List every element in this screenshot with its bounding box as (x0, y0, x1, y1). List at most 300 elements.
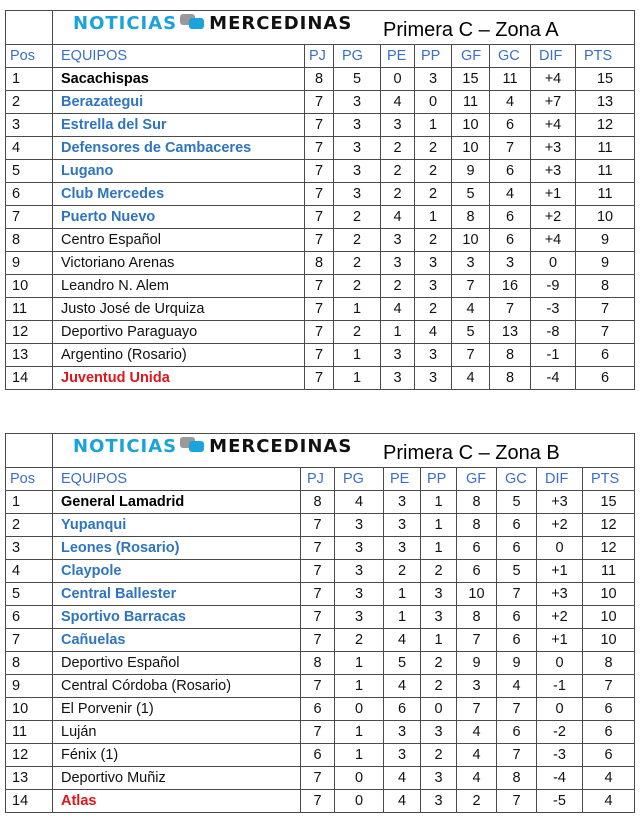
pe-cell: 4 (381, 206, 415, 229)
gf-cell: 9 (457, 652, 497, 675)
gf-cell: 7 (457, 629, 497, 652)
position-cell: 5 (6, 160, 53, 183)
col-header-dif: DIF (531, 45, 576, 68)
pe-cell: 3 (381, 367, 415, 390)
pp-cell: 3 (421, 583, 457, 606)
position-cell: 14 (6, 367, 53, 390)
table-row (6, 767, 635, 790)
chat-bubbles-icon (180, 14, 206, 30)
pts-cell: 8 (576, 275, 635, 298)
table-row (6, 491, 635, 514)
table-row (6, 629, 635, 652)
pe-cell: 3 (381, 252, 415, 275)
title-cell (53, 11, 635, 45)
header-row (6, 468, 635, 491)
dif-cell: +4 (531, 114, 576, 137)
gc-cell: 8 (490, 344, 531, 367)
pp-cell: 1 (415, 114, 452, 137)
dif-cell: -1 (537, 675, 583, 698)
pj-cell: 8 (301, 491, 335, 514)
dif-cell: 0 (537, 537, 583, 560)
gf-cell: 11 (452, 91, 490, 114)
gf-cell: 6 (457, 560, 497, 583)
pp-cell: 3 (415, 252, 452, 275)
dif-cell: 0 (537, 698, 583, 721)
gc-cell: 8 (490, 367, 531, 390)
team-name-cell: Berazategui (53, 91, 305, 114)
dif-cell: +2 (537, 606, 583, 629)
pg-cell: 2 (334, 252, 381, 275)
pts-cell: 6 (583, 744, 635, 767)
pe-cell: 4 (381, 298, 415, 321)
gc-cell: 6 (490, 229, 531, 252)
pe-cell: 2 (384, 560, 421, 583)
pe-cell: 2 (381, 275, 415, 298)
gc-cell: 5 (497, 491, 537, 514)
pe-cell: 3 (384, 537, 421, 560)
pts-cell: 10 (583, 583, 635, 606)
team-name-cell: Central Córdoba (Rosario) (53, 675, 301, 698)
pj-cell: 7 (305, 91, 334, 114)
pg-cell: 3 (335, 606, 384, 629)
col-header-pg: PG (335, 468, 384, 491)
gf-cell: 4 (457, 767, 497, 790)
pts-cell: 10 (576, 206, 635, 229)
position-cell: 6 (6, 183, 53, 206)
gf-cell: 3 (452, 252, 490, 275)
pp-cell: 0 (421, 698, 457, 721)
pp-cell: 4 (415, 321, 452, 344)
col-header-pe: PE (384, 468, 421, 491)
gf-cell: 10 (452, 229, 490, 252)
gc-cell: 7 (497, 744, 537, 767)
position-cell: 13 (6, 344, 53, 367)
gf-cell: 5 (452, 321, 490, 344)
pts-cell: 6 (583, 721, 635, 744)
gc-cell: 7 (497, 583, 537, 606)
pe-cell: 3 (384, 491, 421, 514)
pj-cell: 7 (305, 344, 334, 367)
pg-cell: 3 (334, 160, 381, 183)
team-name-cell: Justo José de Urquiza (53, 298, 305, 321)
pts-cell: 15 (583, 491, 635, 514)
col-header-pe: PE (381, 45, 415, 68)
pts-cell: 9 (576, 229, 635, 252)
table-row (6, 91, 635, 114)
dif-cell: 0 (537, 652, 583, 675)
pts-cell: 11 (576, 160, 635, 183)
pj-cell: 8 (301, 652, 335, 675)
team-name-cell: General Lamadrid (53, 491, 301, 514)
pts-cell: 9 (576, 252, 635, 275)
gf-cell: 10 (457, 583, 497, 606)
gc-cell: 4 (490, 91, 531, 114)
pg-cell: 2 (334, 321, 381, 344)
col-header-equipos: EQUIPOS (53, 45, 305, 68)
pj-cell: 8 (305, 68, 334, 91)
gc-cell: 6 (490, 160, 531, 183)
pj-cell: 7 (301, 583, 335, 606)
pp-cell: 2 (421, 560, 457, 583)
table-row (6, 298, 635, 321)
pp-cell: 2 (415, 137, 452, 160)
pg-cell: 3 (335, 514, 384, 537)
pg-cell: 4 (335, 491, 384, 514)
gf-cell: 8 (452, 206, 490, 229)
pp-cell: 3 (415, 275, 452, 298)
blank-cell (6, 434, 53, 468)
col-header-equipos: EQUIPOS (53, 468, 301, 491)
pp-cell: 2 (415, 160, 452, 183)
pe-cell: 6 (384, 698, 421, 721)
pg-cell: 3 (334, 183, 381, 206)
pg-cell: 2 (334, 206, 381, 229)
table-row (6, 344, 635, 367)
pp-cell: 2 (421, 675, 457, 698)
pj-cell: 7 (305, 206, 334, 229)
pe-cell: 0 (381, 68, 415, 91)
team-name-cell: Sacachispas (53, 68, 305, 91)
gc-cell: 6 (497, 606, 537, 629)
table-row (6, 583, 635, 606)
gf-cell: 2 (457, 790, 497, 813)
col-header-pts: PTS (576, 45, 635, 68)
zone-title: Primera C – Zona B (383, 442, 560, 464)
team-name-cell: Sportivo Barracas (53, 606, 301, 629)
pe-cell: 3 (384, 514, 421, 537)
pj-cell: 7 (305, 114, 334, 137)
table-row (6, 68, 635, 91)
team-name-cell: Juventud Unida (53, 367, 305, 390)
title-row (6, 11, 635, 45)
pj-cell: 7 (301, 560, 335, 583)
position-cell: 11 (6, 721, 53, 744)
position-cell: 1 (6, 68, 53, 91)
table-row (6, 744, 635, 767)
table-row (6, 790, 635, 813)
dif-cell: -2 (537, 721, 583, 744)
pp-cell: 2 (415, 229, 452, 252)
pj-cell: 8 (305, 252, 334, 275)
dif-cell: +3 (531, 137, 576, 160)
position-cell: 14 (6, 790, 53, 813)
pp-cell: 3 (421, 606, 457, 629)
dif-cell: +2 (531, 206, 576, 229)
header-row (6, 45, 635, 68)
pj-cell: 6 (301, 698, 335, 721)
brand-logo (73, 436, 352, 457)
pg-cell: 3 (335, 583, 384, 606)
position-cell: 9 (6, 675, 53, 698)
position-cell: 7 (6, 629, 53, 652)
gf-cell: 7 (452, 275, 490, 298)
title-row (6, 434, 635, 468)
gc-cell: 4 (497, 675, 537, 698)
gf-cell: 15 (452, 68, 490, 91)
team-name-cell: Deportivo Español (53, 652, 301, 675)
brand-word-noticias: NOTICIAS (73, 13, 178, 34)
position-cell: 10 (6, 698, 53, 721)
dif-cell: +3 (531, 160, 576, 183)
pp-cell: 2 (421, 652, 457, 675)
pp-cell: 1 (421, 537, 457, 560)
standings-table-zona-b (5, 433, 635, 813)
pts-cell: 11 (583, 560, 635, 583)
table-row (6, 721, 635, 744)
table-row (6, 560, 635, 583)
table-row (6, 206, 635, 229)
chat-bubbles-icon (180, 437, 206, 453)
gc-cell: 9 (497, 652, 537, 675)
gf-cell: 8 (457, 491, 497, 514)
gc-cell: 3 (490, 252, 531, 275)
pe-cell: 4 (384, 790, 421, 813)
team-name-cell: El Porvenir (1) (53, 698, 301, 721)
gc-cell: 7 (490, 137, 531, 160)
team-name-cell: Centro Español (53, 229, 305, 252)
pj-cell: 7 (301, 721, 335, 744)
dif-cell: +2 (537, 514, 583, 537)
dif-cell: +1 (531, 183, 576, 206)
gf-cell: 7 (457, 698, 497, 721)
brand-word-mercedinas: MERCEDINAS (209, 436, 353, 457)
table-row (6, 229, 635, 252)
position-cell: 12 (6, 744, 53, 767)
dif-cell: -3 (531, 298, 576, 321)
brand-logo (73, 13, 352, 34)
pe-cell: 5 (384, 652, 421, 675)
pts-cell: 4 (583, 790, 635, 813)
pts-cell: 10 (583, 629, 635, 652)
dif-cell: 0 (531, 252, 576, 275)
pts-cell: 4 (583, 767, 635, 790)
pj-cell: 7 (305, 275, 334, 298)
col-header-pj: PJ (301, 468, 335, 491)
pj-cell: 7 (305, 137, 334, 160)
position-cell: 8 (6, 652, 53, 675)
position-cell: 12 (6, 321, 53, 344)
col-header-pts: PTS (583, 468, 635, 491)
pts-cell: 12 (583, 514, 635, 537)
gf-cell: 4 (452, 298, 490, 321)
pts-cell: 13 (576, 91, 635, 114)
pg-cell: 0 (335, 698, 384, 721)
pp-cell: 2 (415, 298, 452, 321)
pts-cell: 6 (576, 367, 635, 390)
pts-cell: 11 (576, 137, 635, 160)
pp-cell: 1 (421, 514, 457, 537)
dif-cell: +4 (531, 229, 576, 252)
col-header-gf: GF (452, 45, 490, 68)
pj-cell: 7 (301, 790, 335, 813)
gc-cell: 6 (490, 114, 531, 137)
pg-cell: 5 (334, 68, 381, 91)
table-row (6, 183, 635, 206)
pg-cell: 1 (334, 344, 381, 367)
pj-cell: 7 (305, 367, 334, 390)
pp-cell: 3 (421, 721, 457, 744)
col-header-pg: PG (334, 45, 381, 68)
position-cell: 1 (6, 491, 53, 514)
pp-cell: 2 (415, 183, 452, 206)
pj-cell: 7 (301, 675, 335, 698)
table-row (6, 160, 635, 183)
gf-cell: 4 (457, 744, 497, 767)
pe-cell: 4 (384, 767, 421, 790)
blank-cell (6, 11, 53, 45)
pj-cell: 7 (301, 629, 335, 652)
team-name-cell: Puerto Nuevo (53, 206, 305, 229)
team-name-cell: Club Mercedes (53, 183, 305, 206)
position-cell: 11 (6, 298, 53, 321)
pts-cell: 7 (576, 298, 635, 321)
gc-cell: 7 (497, 698, 537, 721)
table-row (6, 514, 635, 537)
gc-cell: 4 (490, 183, 531, 206)
team-name-cell: Central Ballester (53, 583, 301, 606)
position-cell: 3 (6, 114, 53, 137)
team-name-cell: Deportivo Muñiz (53, 767, 301, 790)
pe-cell: 4 (381, 91, 415, 114)
table-row (6, 367, 635, 390)
gc-cell: 6 (490, 206, 531, 229)
gc-cell: 5 (497, 560, 537, 583)
pj-cell: 7 (301, 606, 335, 629)
gc-cell: 6 (497, 721, 537, 744)
gc-cell: 8 (497, 767, 537, 790)
zone-title: Primera C – Zona A (383, 19, 559, 41)
pp-cell: 0 (415, 91, 452, 114)
position-cell: 5 (6, 583, 53, 606)
pe-cell: 2 (381, 160, 415, 183)
pts-cell: 12 (583, 537, 635, 560)
pp-cell: 3 (415, 344, 452, 367)
dif-cell: -8 (531, 321, 576, 344)
pg-cell: 1 (334, 367, 381, 390)
gc-cell: 6 (497, 514, 537, 537)
pe-cell: 3 (381, 344, 415, 367)
pp-cell: 2 (421, 744, 457, 767)
dif-cell: -1 (531, 344, 576, 367)
table-row (6, 606, 635, 629)
pts-cell: 6 (583, 698, 635, 721)
gf-cell: 10 (452, 137, 490, 160)
gf-cell: 3 (457, 675, 497, 698)
pj-cell: 7 (305, 298, 334, 321)
dif-cell: +3 (537, 583, 583, 606)
pg-cell: 1 (334, 298, 381, 321)
pg-cell: 0 (335, 767, 384, 790)
pts-cell: 6 (576, 344, 635, 367)
gf-cell: 10 (452, 114, 490, 137)
pe-cell: 3 (381, 229, 415, 252)
pp-cell: 1 (421, 491, 457, 514)
table-row (6, 137, 635, 160)
team-name-cell: Leandro N. Alem (53, 275, 305, 298)
col-header-pos: Pos (6, 468, 53, 491)
gf-cell: 6 (457, 537, 497, 560)
pg-cell: 0 (335, 790, 384, 813)
position-cell: 13 (6, 767, 53, 790)
pg-cell: 3 (334, 114, 381, 137)
pg-cell: 1 (335, 675, 384, 698)
gc-cell: 13 (490, 321, 531, 344)
team-name-cell: Argentino (Rosario) (53, 344, 305, 367)
pg-cell: 3 (334, 91, 381, 114)
dif-cell: +7 (531, 91, 576, 114)
pg-cell: 3 (335, 560, 384, 583)
team-name-cell: Claypole (53, 560, 301, 583)
position-cell: 2 (6, 514, 53, 537)
pp-cell: 3 (415, 68, 452, 91)
col-header-pos: Pos (6, 45, 53, 68)
team-name-cell: Fénix (1) (53, 744, 301, 767)
gc-cell: 7 (497, 790, 537, 813)
brand-word-mercedinas: MERCEDINAS (209, 13, 353, 34)
pe-cell: 3 (384, 744, 421, 767)
col-header-gc: GC (490, 45, 531, 68)
pp-cell: 3 (415, 367, 452, 390)
pj-cell: 7 (301, 514, 335, 537)
gc-cell: 7 (490, 298, 531, 321)
gc-cell: 11 (490, 68, 531, 91)
pe-cell: 4 (384, 675, 421, 698)
pj-cell: 7 (305, 160, 334, 183)
title-cell (53, 434, 635, 468)
team-name-cell: Leones (Rosario) (53, 537, 301, 560)
pg-cell: 2 (335, 629, 384, 652)
dif-cell: -3 (537, 744, 583, 767)
dif-cell: -5 (537, 790, 583, 813)
pg-cell: 1 (335, 652, 384, 675)
gc-cell: 6 (497, 629, 537, 652)
position-cell: 7 (6, 206, 53, 229)
pg-cell: 1 (335, 721, 384, 744)
pj-cell: 7 (305, 229, 334, 252)
gf-cell: 4 (457, 721, 497, 744)
gf-cell: 8 (457, 606, 497, 629)
position-cell: 9 (6, 252, 53, 275)
team-name-cell: Luján (53, 721, 301, 744)
dif-cell: -4 (537, 767, 583, 790)
pts-cell: 11 (576, 183, 635, 206)
gf-cell: 5 (452, 183, 490, 206)
dif-cell: +4 (531, 68, 576, 91)
table-row (6, 275, 635, 298)
pj-cell: 7 (301, 537, 335, 560)
pp-cell: 1 (415, 206, 452, 229)
pts-cell: 7 (583, 675, 635, 698)
pe-cell: 1 (381, 321, 415, 344)
pg-cell: 3 (335, 537, 384, 560)
position-cell: 4 (6, 560, 53, 583)
position-cell: 8 (6, 229, 53, 252)
gc-cell: 16 (490, 275, 531, 298)
position-cell: 3 (6, 537, 53, 560)
col-header-gc: GC (497, 468, 537, 491)
table-row (6, 114, 635, 137)
pp-cell: 1 (421, 629, 457, 652)
pe-cell: 1 (384, 583, 421, 606)
team-name-cell: Lugano (53, 160, 305, 183)
pg-cell: 3 (334, 137, 381, 160)
pg-cell: 2 (334, 275, 381, 298)
pp-cell: 3 (421, 767, 457, 790)
dif-cell: -4 (531, 367, 576, 390)
pe-cell: 2 (381, 183, 415, 206)
gf-cell: 9 (452, 160, 490, 183)
pj-cell: 6 (301, 744, 335, 767)
